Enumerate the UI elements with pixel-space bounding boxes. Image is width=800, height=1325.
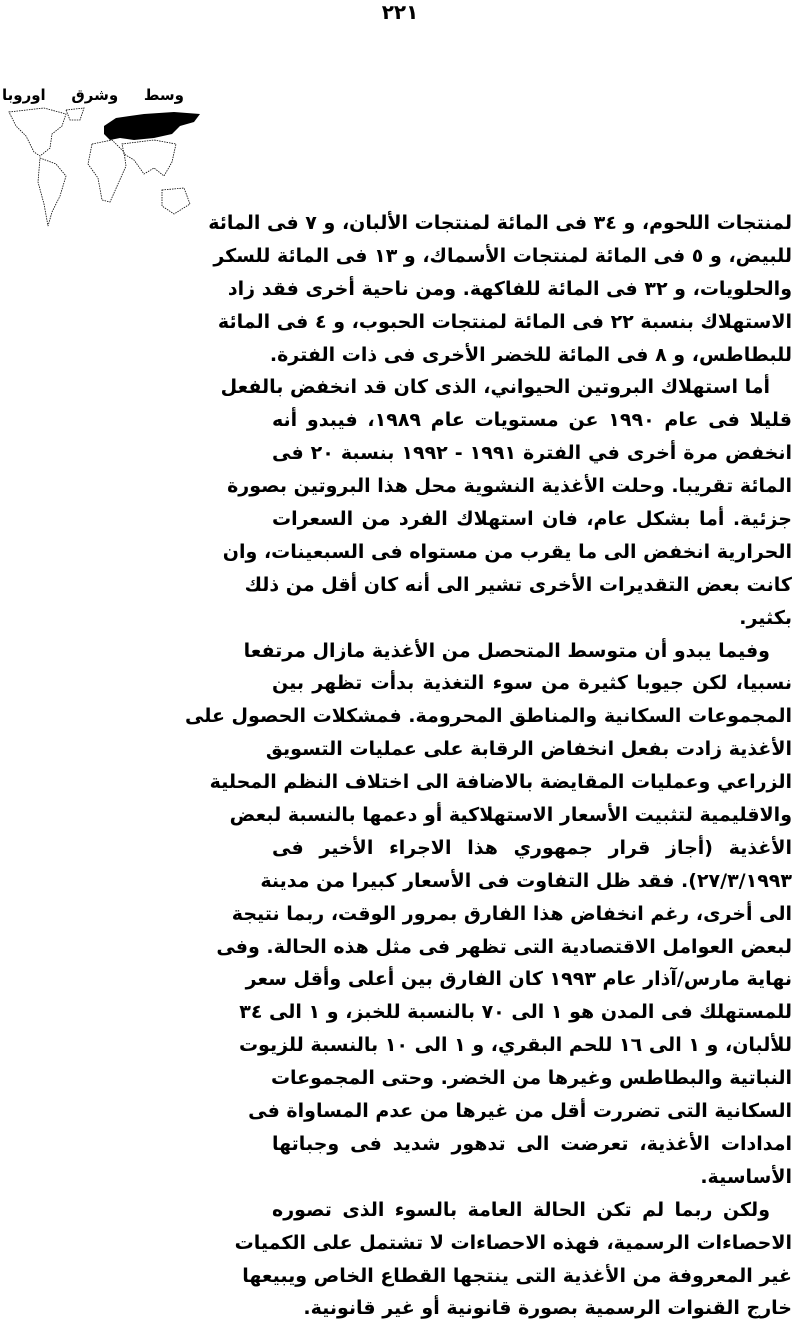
- map-greenland: [66, 108, 84, 120]
- map-australia: [162, 188, 190, 214]
- paragraph: [208, 207, 792, 371]
- page-number: ٢٢١: [381, 0, 419, 24]
- text-line: قليلا فى عام ١٩٩٠ عن مستويات عام ١٩٨٩، فيبدو أنه: [272, 409, 793, 432]
- world-map-icon: [4, 104, 204, 234]
- text-line: الأساسية.: [700, 1165, 792, 1188]
- text-line: الزراعي وعمليات المقايضة بالاضافة الى اختلاف النظم المحلية: [209, 771, 792, 794]
- text-line: الى أخرى، رغم انخفاض هذا الفارق بمرور الوقت، ربما نتيجة: [231, 902, 792, 925]
- body-text: [184, 207, 793, 1325]
- text-line: والاقليمية لتثبيت الأسعار الاستهلاكية أو دعمها بالنسبة لبعض: [229, 804, 792, 827]
- text-line: كانت بعض التقديرات الأخرى تشير الى أنه كان أقل من ذلك: [244, 573, 792, 596]
- paragraph: [220, 371, 793, 634]
- text-line: الأغذية (أجاز قرار جمهوري هذا الاجراء الأخير فى: [272, 836, 792, 859]
- text-line: بكثير.: [739, 606, 792, 629]
- text-line: الحرارية انخفض الى ما يقرب من مستواه فى السبعينات، وان: [222, 540, 792, 563]
- text-line: للبطاطس، و ٨ فى المائة للخضر الأخرى فى ذات الفترة.: [269, 343, 792, 366]
- text-line: لمنتجات اللحوم، و ٣٤ فى المائة لمنتجات الألبان، و ٧ فى المائة: [208, 212, 792, 234]
- map-africa: [88, 140, 126, 202]
- text-line: الاستهلاك بنسبة ٢٢ فى المائة لمنتجات الحبوب، و ٤ فى المائة: [217, 310, 792, 333]
- text-line: نسبيا، لكن جيوبا كثيرة من سوء التغذية بدأت تظهر بين: [272, 672, 792, 695]
- text-line: خارج القنوات الرسمية بصورة قانونية أو غير قانونية.: [303, 1297, 792, 1320]
- text-line: انخفض مرة أخرى في الفترة ١٩٩١ - ١٩٩٢ بنسبة ٢٠ فى: [272, 442, 793, 465]
- text-line: غير المعروفة من الأغذية التى ينتجها القطاع الخاص ويبيعها: [242, 1264, 792, 1287]
- text-line: للألبان، و ١ الى ١٦ للحم البقري، و ١ الى ١٠ بالنسبة للزيوت: [238, 1034, 792, 1057]
- text-line: المائة تقريبا. وحلت الأغذية النشوية محل هذا البروتين بصورة: [227, 475, 792, 498]
- map-north-america: [9, 108, 66, 156]
- text-line: ولكن ربما لم تكن الحالة العامة بالسوء الذى تصوره: [272, 1198, 770, 1221]
- text-line: لبعض العوامل الاقتصادية التى تظهر فى مثل هذه الحالة. وفى: [216, 935, 792, 958]
- text-line: للمستهلك فى المدن هو ١ الى ٧٠ بالنسبة للخبز، و ١ الى ٣٤: [239, 1001, 792, 1024]
- text-line: ٢٧/٣/١٩٩٣). فقد ظل التفاوت فى الأسعار كبيرا من مدينة: [260, 869, 792, 892]
- map-highlight-eastern-europe: [104, 112, 200, 140]
- text-line: جزئية. أما بشكل عام، فان استهلاك الفرد من السعرات: [272, 508, 792, 531]
- region-heading: وسط وشرق اوروبا: [2, 86, 184, 104]
- text-line: الأغذية زادت بفعل انخفاض الرقابة على عمليات التسويق: [265, 738, 792, 761]
- text-line: الاحصاءات الرسمية، فهذه الاحصاءات لا تشتمل على الكميات: [234, 1231, 792, 1254]
- map-south-america: [38, 158, 66, 226]
- paragraph: [234, 1194, 792, 1325]
- text-line: نهاية مارس/آذار عام ١٩٩٣ كان الفارق بين أعلى وأقل سعر: [245, 968, 792, 991]
- text-line: للبيض، و ٥ فى المائة لمنتجات الأسماك، و ١٣ فى المائة للسكر: [213, 244, 792, 267]
- map-asia: [122, 140, 176, 176]
- text-line: أما استهلاك البروتين الحيواني، الذى كان قد انخفض بالفعل: [220, 376, 770, 399]
- text-line: المجموعات السكانية والمناطق المحرومة. فمشكلات الحصول على: [184, 705, 792, 728]
- text-line: النباتية والبطاطس وغيرها من الخضر. وحتى المجموعات: [270, 1067, 792, 1090]
- text-line: السكانية التى تضررت أقل من غيرها من عدم المساواة فى: [248, 1100, 792, 1123]
- text-line: امدادات الأغذية، تعرضت الى تدهور شديد فى وجباتها: [272, 1132, 792, 1155]
- text-line: وفيما يبدو أن متوسط المتحصل من الأغذية مازال مرتفعا: [243, 639, 770, 662]
- paragraph: [184, 635, 792, 1194]
- text-line: والحلويات، و ٣٢ فى المائة للفاكهة. ومن ناحية أخرى فقد زاد: [227, 277, 792, 300]
